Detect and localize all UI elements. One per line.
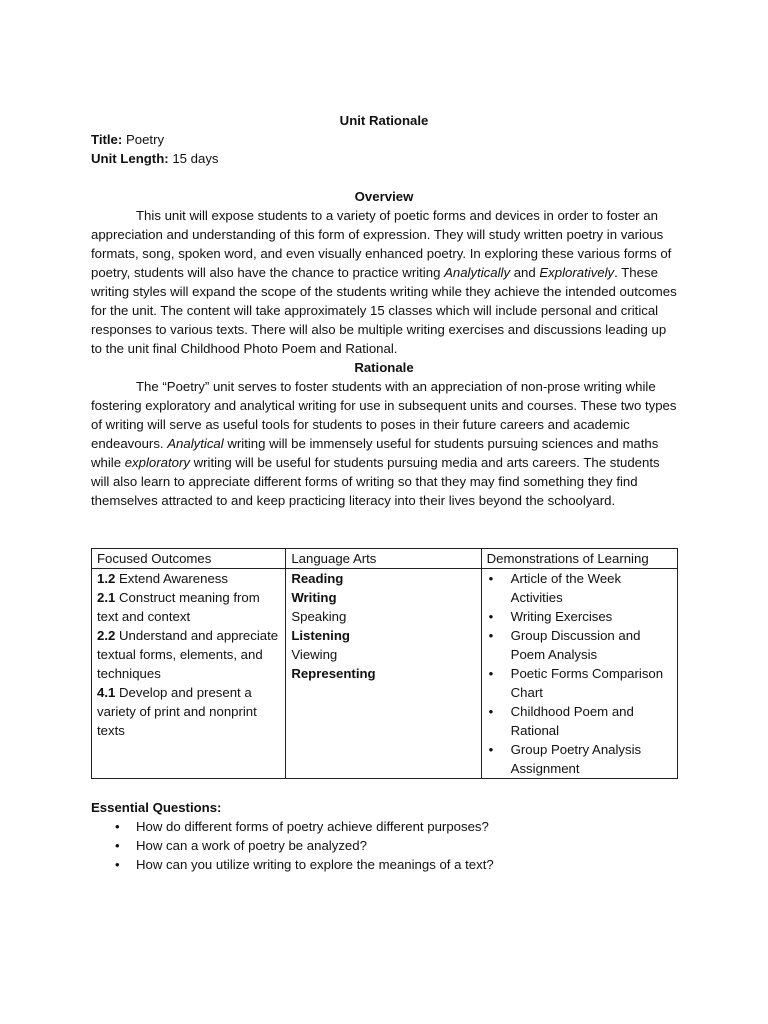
- language-art-item: Speaking: [291, 609, 347, 624]
- overview-paragraph: [91, 206, 677, 358]
- list-item: • Poetic Forms Comparison Chart: [487, 664, 672, 702]
- document-body: [91, 111, 677, 874]
- outcome-number: 2.1: [97, 590, 116, 605]
- language-arts-cell: [286, 569, 481, 779]
- header-language-arts: Language Arts: [286, 549, 481, 569]
- language-art-item: Writing: [291, 590, 337, 605]
- rationale-paragraph: [91, 377, 677, 510]
- outcome-item: [97, 588, 280, 626]
- rationale-heading: Rationale: [354, 360, 414, 375]
- document-heading: Unit Rationale: [339, 113, 429, 128]
- outcomes-table: [91, 548, 678, 779]
- overview-text-3: . These writing styles will expand the scope of the students writing while they achieve the intended outcomes for the unit. The content will take approximately 15 classes which will include personal and critical responses to various texts. There will also be multiple writing exercises and discussions leading up to the unit final Childhood Photo Poem and Rational.: [91, 265, 677, 356]
- list-item: • Childhood Poem and Rational: [487, 702, 672, 740]
- outcome-item: [97, 626, 280, 683]
- list-item: • Writing Exercises: [487, 607, 672, 626]
- rationale-emphasis-2: exploratory: [124, 455, 190, 470]
- outcome-item: [97, 683, 280, 740]
- language-art-item: Representing: [291, 666, 376, 681]
- table-row: [92, 569, 678, 779]
- list-item: • How can a work of poetry be analyzed?: [91, 836, 677, 855]
- list-item: • How do different forms of poetry achieve different purposes?: [91, 817, 677, 836]
- header-focused-outcomes: Focused Outcomes: [92, 549, 286, 569]
- outcome-number: 2.2: [97, 628, 116, 643]
- outcome-number: 4.1: [97, 685, 116, 700]
- outcome-text: Understand and appreciate textual forms, elements, and techniques: [97, 628, 279, 681]
- length-label: Unit Length:: [91, 151, 169, 166]
- outcome-text: Develop and present a variety of print and nonprint texts: [97, 685, 257, 738]
- outcome-item: [97, 569, 280, 588]
- title-value: Poetry: [125, 132, 165, 147]
- list-item: • How can you utilize writing to explore the meanings of a text?: [91, 855, 677, 874]
- list-item: • Group Discussion and Poem Analysis: [487, 626, 672, 664]
- essential-questions-heading: Essential Questions:: [91, 800, 222, 815]
- unit-length-line: [91, 149, 677, 168]
- essential-questions-list: [91, 817, 677, 874]
- focused-outcomes-cell: [92, 569, 286, 779]
- rationale-text-2: writing will be immensely useful for students pursuing sciences and maths while: [91, 436, 659, 470]
- list-item: • Article of the Week Activities: [487, 569, 672, 607]
- title-label: Title:: [91, 132, 123, 147]
- header-demonstrations: Demonstrations of Learning: [481, 549, 677, 569]
- rationale-emphasis-1: Analytical: [167, 436, 224, 451]
- overview-emphasis-1: Analytically: [444, 265, 511, 280]
- table-header-row: [92, 549, 678, 569]
- language-art-item: Listening: [291, 628, 350, 643]
- language-art-item: Viewing: [291, 647, 338, 662]
- list-item: • Group Poetry Analysis Assignment: [487, 740, 672, 778]
- rationale-text-3: writing will be useful for students pursuing media and arts careers. The students will also learn to appreciate different forms of writing so that they may find something they find themselves attracted to and keep practicing literacy into their lives beyond the schoolyard.: [91, 455, 660, 508]
- overview-text-2: and: [510, 265, 540, 280]
- demonstrations-list: [487, 569, 672, 778]
- length-value: 15 days: [172, 151, 219, 166]
- overview-text-1: This unit will expose students to a variety of poetic forms and devices in order to foster an appreciation and understanding of this form of expression. They will study written poetry in various formats, song, spoken word, and even visually enhanced poetry. In exploring these various forms of poetry, students will also have the chance to practice writing: [91, 208, 672, 280]
- rationale-text-1: The “Poetry” unit serves to foster students with an appreciation of non-prose writing while fostering exploratory and analytical writing for use in subsequent units and courses. These two types of writing will serve as useful tools for students to poses in their future careers and academic endeavours.: [91, 379, 677, 451]
- overview-heading: Overview: [354, 189, 414, 204]
- unit-title-line: [91, 130, 677, 149]
- outcome-text: Extend Awareness: [115, 571, 228, 586]
- demonstrations-cell: [481, 569, 677, 779]
- overview-emphasis-2: Exploratively: [539, 265, 615, 280]
- outcome-number: 1.2: [97, 571, 116, 586]
- language-art-item: Reading: [291, 571, 344, 586]
- outcome-text: Construct meaning from text and context: [97, 590, 260, 624]
